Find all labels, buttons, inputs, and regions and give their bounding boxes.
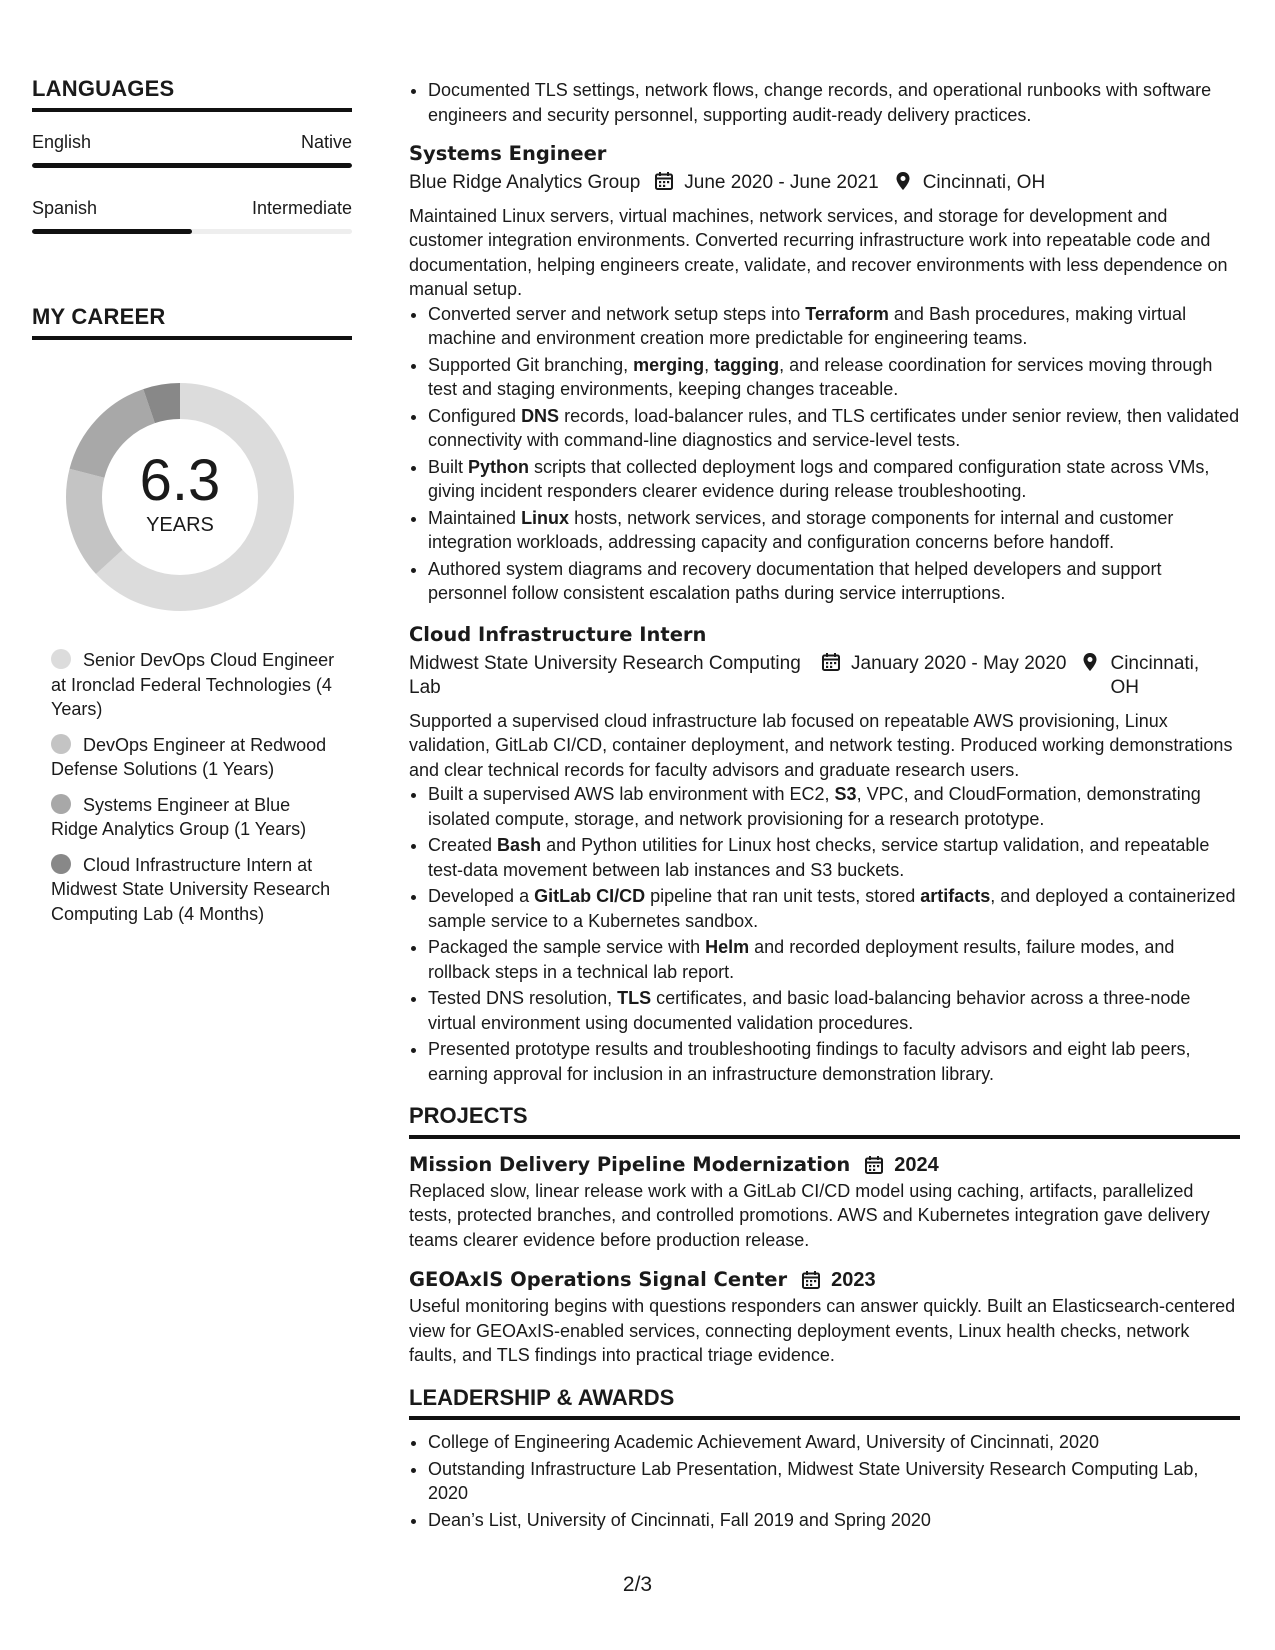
legend-swatch-icon [51, 794, 71, 814]
bullet-item: • Built Python scripts that collected deployment logs and compared configuration state across VMs, giving incident responders clearer evidence during release troubleshooting. [428, 455, 1240, 504]
career-total-unit: YEARS [146, 513, 214, 536]
language-proficiency-fill [32, 163, 352, 168]
job-bullet-list [409, 302, 1240, 606]
bullet-item: • Supported Git branching, merging, tagging, and release coordination for services moving through test and staging environments, keeping changes traceable. [428, 353, 1240, 402]
legend-swatch-icon [51, 854, 71, 874]
map-pin-icon [1080, 652, 1100, 672]
language-name: Spanish [32, 198, 98, 218]
job-dates: June 2020 - June 2021 [684, 172, 879, 193]
career-legend-label: Systems Engineer at Blue Ridge Analytics Group (1 Years) [51, 794, 307, 839]
bullet-item: • Created Bash and Python utilities for Linux host checks, service startup validation, and repeatable test-data movement between lab instances and S3 buckets. [428, 833, 1240, 882]
job-dates: January 2020 - May 2020 [851, 652, 1067, 674]
bullet-item: • Developed a GitLab CI/CD pipeline that ran unit tests, stored artifacts, and deployed a containerized sample service to a Kubernetes sandbox. [428, 884, 1240, 933]
language-entry [32, 132, 352, 168]
project-description: Replaced slow, linear release work with a GitLab CI/CD model using caching, artifacts, parallelized tests, protected branches, and controlled promotions. AWS and Kubernetes integration gave delivery teams clearer evidence before production release. [409, 1180, 1210, 1250]
project-title: Mission Delivery Pipeline Modernization [409, 1152, 851, 1176]
language-proficiency-bar [32, 163, 352, 168]
job-company: Blue Ridge Analytics Group [409, 172, 641, 193]
job-title: Cloud Infrastructure Intern [409, 622, 707, 646]
bullet-item: • Converted server and network setup steps into Terraform and Bash procedures, making virtual machine and environment creation more predictable for engineering teams. [428, 302, 1240, 351]
project-year: 2023 [831, 1269, 876, 1291]
career-legend-item [51, 853, 341, 927]
left-column [32, 76, 352, 937]
job-summary: Maintained Linux servers, virtual machines, network services, and storage for development and customer integration environments. Converted recurring infrastructure work into repeatable code and documentation, helping engineers create, validate, and recover environments with less dependence on manual setup. [409, 205, 1228, 299]
job-entry [409, 620, 1240, 1087]
bullet-item: • Packaged the sample service with Helm and recorded deployment results, failure modes, and rollback steps in a technical lab report. [428, 935, 1240, 984]
award-item: • Outstanding Infrastructure Lab Presentation, Midwest State University Research Computing Lab, 2020 [428, 1457, 1240, 1506]
job-company: Midwest State University Research Computing Lab [409, 652, 801, 698]
calendar-icon [654, 171, 674, 191]
page-number: 2/3 [622, 1573, 653, 1596]
career-donut-chart [65, 382, 295, 612]
career-legend-item [51, 648, 341, 722]
calendar-icon [801, 1270, 821, 1290]
awards-list [409, 1430, 1240, 1532]
awards-heading: LEADERSHIP & AWARDS [409, 1386, 1240, 1421]
award-item: • College of Engineering Academic Achievement Award, University of Cincinnati, 2020 [428, 1430, 1240, 1455]
lead-bullet-list [409, 78, 1240, 127]
project-year: 2024 [894, 1153, 939, 1176]
language-entry [32, 198, 352, 234]
bullet-item: • Documented TLS settings, network flows, change records, and operational runbooks with software engineers and security personnel, supporting audit-ready delivery practices. [428, 78, 1240, 127]
career-legend-item [51, 733, 341, 782]
career-legend-label: DevOps Engineer at Redwood Defense Solutions (1 Years) [51, 734, 327, 779]
right-column [409, 78, 1240, 1534]
job-meta [409, 171, 1240, 196]
projects-heading: PROJECTS [409, 1104, 1240, 1139]
language-name: English [32, 132, 92, 152]
bullet-item: • Configured DNS records, load-balancer rules, and TLS certificates under senior review, then validated connectivity with command-line diagnostics and service-level tests. [428, 404, 1240, 453]
career-legend-label: Cloud Infrastructure Intern at Midwest State University Research Computing Lab (4 Months) [51, 854, 331, 924]
legend-swatch-icon [51, 649, 71, 669]
calendar-icon [864, 1155, 884, 1175]
bullet-item: • Built a supervised AWS lab environment with EC2, S3, VPC, and CloudFormation, demonstrating isolated compute, storage, and network provisioning for a research prototype. [428, 782, 1240, 831]
job-bullet-list [409, 782, 1240, 1086]
job-location: Cincinnati, OH [922, 172, 1046, 193]
job-location: Cincinnati, OH [1110, 652, 1200, 698]
project-entry [409, 1151, 1240, 1253]
career-legend [51, 648, 341, 926]
project-description: Useful monitoring begins with questions responders can answer quickly. Built an Elasticsearch-centered view for GEOAxIS-enabled services, connecting deployment events, Linux health checks, network faults, and TLS findings into practical triage evidence. [409, 1296, 1236, 1365]
career-heading: MY CAREER [32, 304, 352, 340]
language-level: Intermediate [251, 198, 352, 218]
job-summary: Supported a supervised cloud infrastructure lab focused on repeatable AWS provisioning, Linux validation, GitLab CI/CD, container deployment, and network testing. Produced working demonstrations and clear technical records for faculty advisors and graduate research users. [409, 710, 1233, 780]
languages-heading: LANGUAGES [32, 76, 352, 112]
bullet-item: • Authored system diagrams and recovery documentation that helped developers and support personnel follow consistent escalation paths during service interruptions. [428, 557, 1240, 606]
legend-swatch-icon [51, 734, 71, 754]
project-entry [409, 1266, 1240, 1368]
language-level: Native [300, 132, 352, 152]
bullet-item: • Presented prototype results and troubleshooting findings to faculty advisors and eight lab peers, earning approval for inclusion in an infrastructure demonstration library. [428, 1037, 1240, 1086]
career-legend-item [51, 793, 341, 842]
bullet-item: • Tested DNS resolution, TLS certificates, and basic load-balancing behavior across a three-node virtual environment using documented validation procedures. [428, 986, 1240, 1035]
language-proficiency-bar [32, 229, 352, 234]
language-proficiency-fill [32, 229, 192, 234]
bullet-item: • Maintained Linux hosts, network services, and storage components for internal and customer integration workloads, addressing capacity and configuration concerns before handoff. [428, 506, 1240, 555]
award-item: • Dean’s List, University of Cincinnati, Fall 2019 and Spring 2020 [428, 1508, 1240, 1533]
career-total-years: 6.3 [139, 447, 221, 513]
project-title: GEOAxIS Operations Signal Center [409, 1268, 788, 1291]
career-legend-label: Senior DevOps Cloud Engineer at Ironclad Federal Technologies (4 Years) [51, 650, 335, 719]
job-entry [409, 139, 1240, 606]
job-meta [409, 652, 1240, 701]
calendar-icon [821, 652, 841, 672]
job-title: Systems Engineer [409, 142, 607, 165]
map-pin-icon [893, 171, 913, 191]
